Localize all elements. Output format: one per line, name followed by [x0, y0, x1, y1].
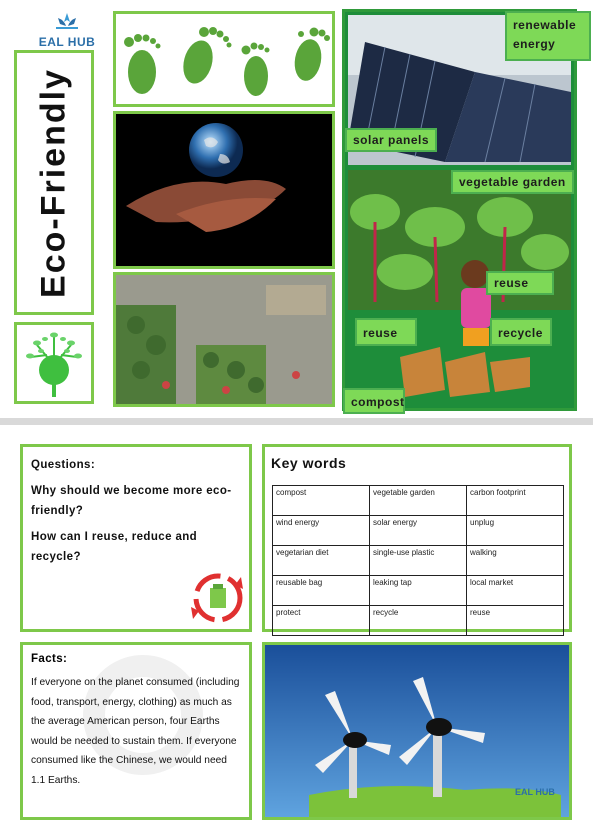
key-words-row — [273, 516, 564, 546]
key-word-cell: carbon footprint — [467, 486, 564, 516]
collage-panel — [342, 9, 577, 411]
market-illustration — [116, 275, 332, 404]
page-title: Eco-Friendly — [34, 67, 73, 298]
key-word-cell: wind energy — [273, 516, 370, 546]
footprints-image — [113, 11, 335, 107]
key-words-row — [273, 546, 564, 576]
label-reuse-top: reuse — [486, 271, 554, 295]
title-box — [14, 50, 94, 315]
facts-heading: Facts: — [31, 653, 68, 665]
tree-icon — [17, 325, 91, 401]
key-word-cell: vegetable garden — [370, 486, 467, 516]
key-word-cell: recycle — [370, 606, 467, 636]
key-word-cell: walking — [467, 546, 564, 576]
logo-text: EAL HUB — [38, 35, 96, 49]
label-solar-panels: solar panels — [345, 128, 437, 152]
key-words-heading: Key words — [271, 455, 347, 471]
key-words-box — [262, 444, 572, 632]
key-word-cell: compost — [273, 486, 370, 516]
logo-icon — [54, 12, 80, 30]
tree-icon-box — [14, 322, 94, 404]
eal-hub-logo — [36, 12, 98, 49]
key-word-cell: unplug — [467, 516, 564, 546]
key-word-cell: single-use plastic — [370, 546, 467, 576]
watermark-text: EAL HUB — [515, 787, 555, 797]
key-words-table — [272, 485, 564, 636]
market-aerial-image — [113, 272, 335, 407]
wind-turbine-illustration — [265, 645, 569, 817]
footprint-icons — [116, 14, 332, 104]
facts-body: If everyone on the planet consumed (including food, transport, energy, clothing) as much as the average American person, four Earths would be needed to sustain them. If everyone consumed like the Chinese, we would need 1.1 Earths. — [31, 677, 240, 786]
key-word-cell: protect — [273, 606, 370, 636]
facts-box — [20, 642, 252, 820]
questions-heading: Questions: — [31, 459, 96, 471]
key-word-cell: local market — [467, 576, 564, 606]
label-vegetable-garden: vegetable garden — [451, 170, 574, 194]
label-renewable-energy: renewable energy — [505, 11, 591, 61]
key-word-cell: reusable bag — [273, 576, 370, 606]
earth-in-hands-image — [113, 111, 335, 269]
key-words-row — [273, 486, 564, 516]
question-2: How can I reuse, reduce and recycle? — [31, 531, 198, 563]
label-reuse-left: reuse — [355, 318, 417, 346]
key-word-cell: vegetarian diet — [273, 546, 370, 576]
label-compost: compost — [343, 388, 405, 414]
key-word-cell: solar energy — [370, 516, 467, 546]
recycle-icon — [191, 571, 245, 625]
wind-turbines-image — [262, 642, 572, 820]
key-words-row — [273, 576, 564, 606]
collage-illustration — [345, 12, 574, 408]
key-words-row — [273, 606, 564, 636]
label-recycle: recycle — [490, 318, 552, 346]
key-word-cell: reuse — [467, 606, 564, 636]
question-1: Why should we become more eco-friendly? — [31, 485, 232, 517]
earth-hands-illustration — [116, 114, 332, 266]
key-word-cell: leaking tap — [370, 576, 467, 606]
questions-box — [20, 444, 252, 632]
